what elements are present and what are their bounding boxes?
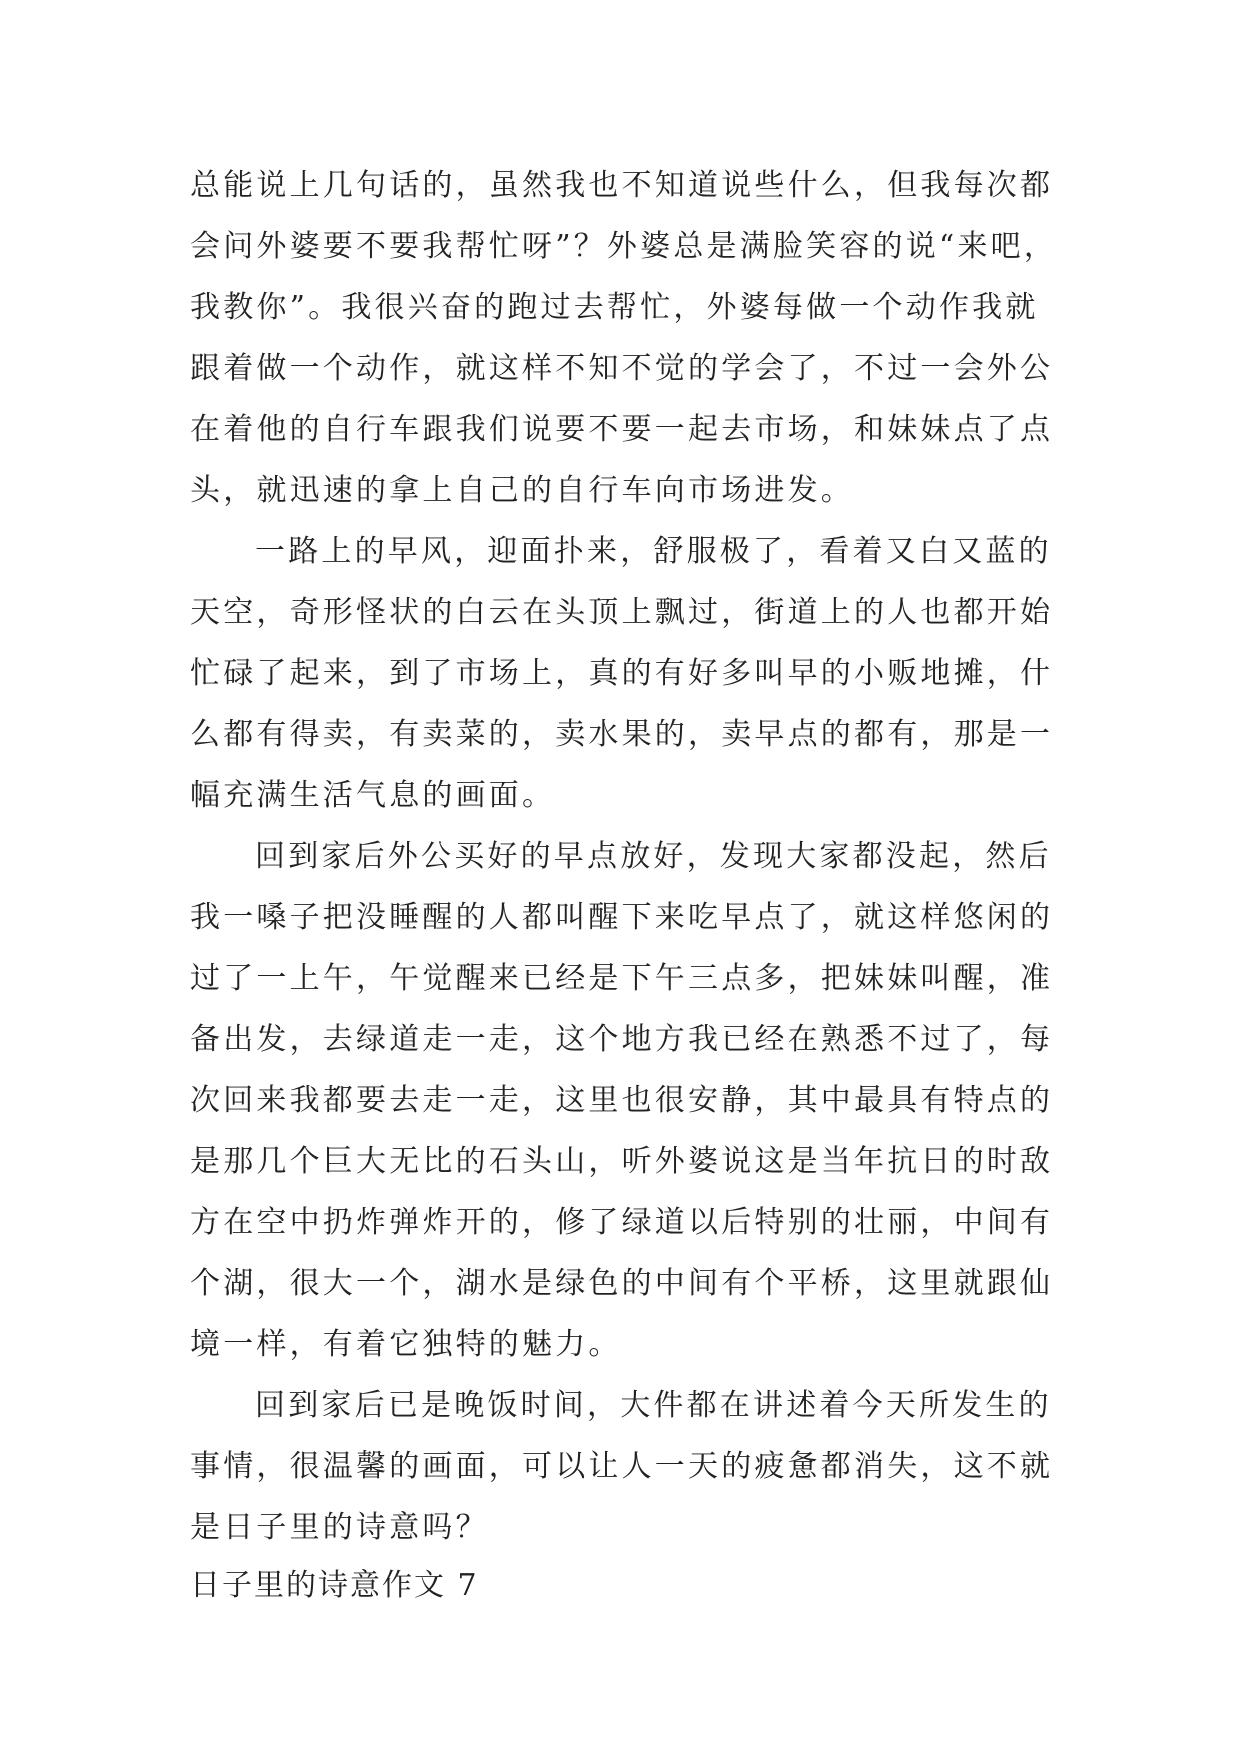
- text-line: 头，就迅速的拿上自己的自行车向市场进发。: [190, 473, 854, 508]
- text-line: 会问外婆要不要我帮忙呀”？外婆总是满脸笑容的说“来吧，: [190, 229, 1058, 264]
- text-line: 是日子里的诗意吗？: [190, 1510, 489, 1545]
- text-line: 跟着做一个动作，就这样不知不觉的学会了，不过一会外公: [190, 351, 1054, 386]
- text-line: 忙碌了起来，到了市场上，真的有好多叫早的小贩地摊，什: [190, 656, 1054, 691]
- text-line: 过了一上午，午觉醒来已经是下午三点多，把妹妹叫醒，准: [190, 961, 1054, 996]
- text-line: 次回来我都要去走一走，这里也很安静，其中最具有特点的: [190, 1083, 1054, 1118]
- paragraph-first-line: 回到家后已是晚饭时间，大件都在讲述着今天所发生的: [255, 1388, 1052, 1423]
- paragraph-first-line: 一路上的早风，迎面扑来，舒服极了，看着又白又蓝的: [255, 534, 1052, 569]
- text-line: 我教你”。我很兴奋的跑过去帮忙，外婆每做一个动作我就: [190, 290, 1039, 325]
- essay-heading: 日子里的诗意作文 7: [190, 1568, 479, 1603]
- text-line: 天空，奇形怪状的白云在头顶上飘过，街道上的人也都开始: [190, 595, 1054, 630]
- text-line: 我一嗓子把没睡醒的人都叫醒下来吃早点了，就这样悠闲的: [190, 900, 1054, 935]
- text-line: 么都有得卖，有卖菜的，卖水果的，卖早点的都有，那是一: [190, 717, 1054, 752]
- text-line: 备出发，去绿道走一走，这个地方我已经在熟悉不过了，每: [190, 1022, 1054, 1057]
- text-line: 在着他的自行车跟我们说要不要一起去市场，和妹妹点了点: [190, 412, 1054, 447]
- text-line: 事情，很温馨的画面，可以让人一天的疲惫都消失，这不就: [190, 1449, 1054, 1484]
- text-line: 个湖，很大一个，湖水是绿色的中间有个平桥，这里就跟仙: [190, 1266, 1054, 1301]
- text-line: 幅充满生活气息的画面。: [190, 778, 556, 813]
- paragraph-first-line: 回到家后外公买好的早点放好，发现大家都没起，然后: [255, 839, 1052, 874]
- text-line: 总能说上几句话的，虽然我也不知道说些什么，但我每次都: [190, 168, 1054, 203]
- text-line: 境一样，有着它独特的魅力。: [190, 1327, 622, 1362]
- text-line: 方在空中扔炸弹炸开的，修了绿道以后特别的壮丽，中间有: [190, 1205, 1054, 1240]
- text-line: 是那几个巨大无比的石头山，听外婆说这是当年抗日的时敌: [190, 1144, 1054, 1179]
